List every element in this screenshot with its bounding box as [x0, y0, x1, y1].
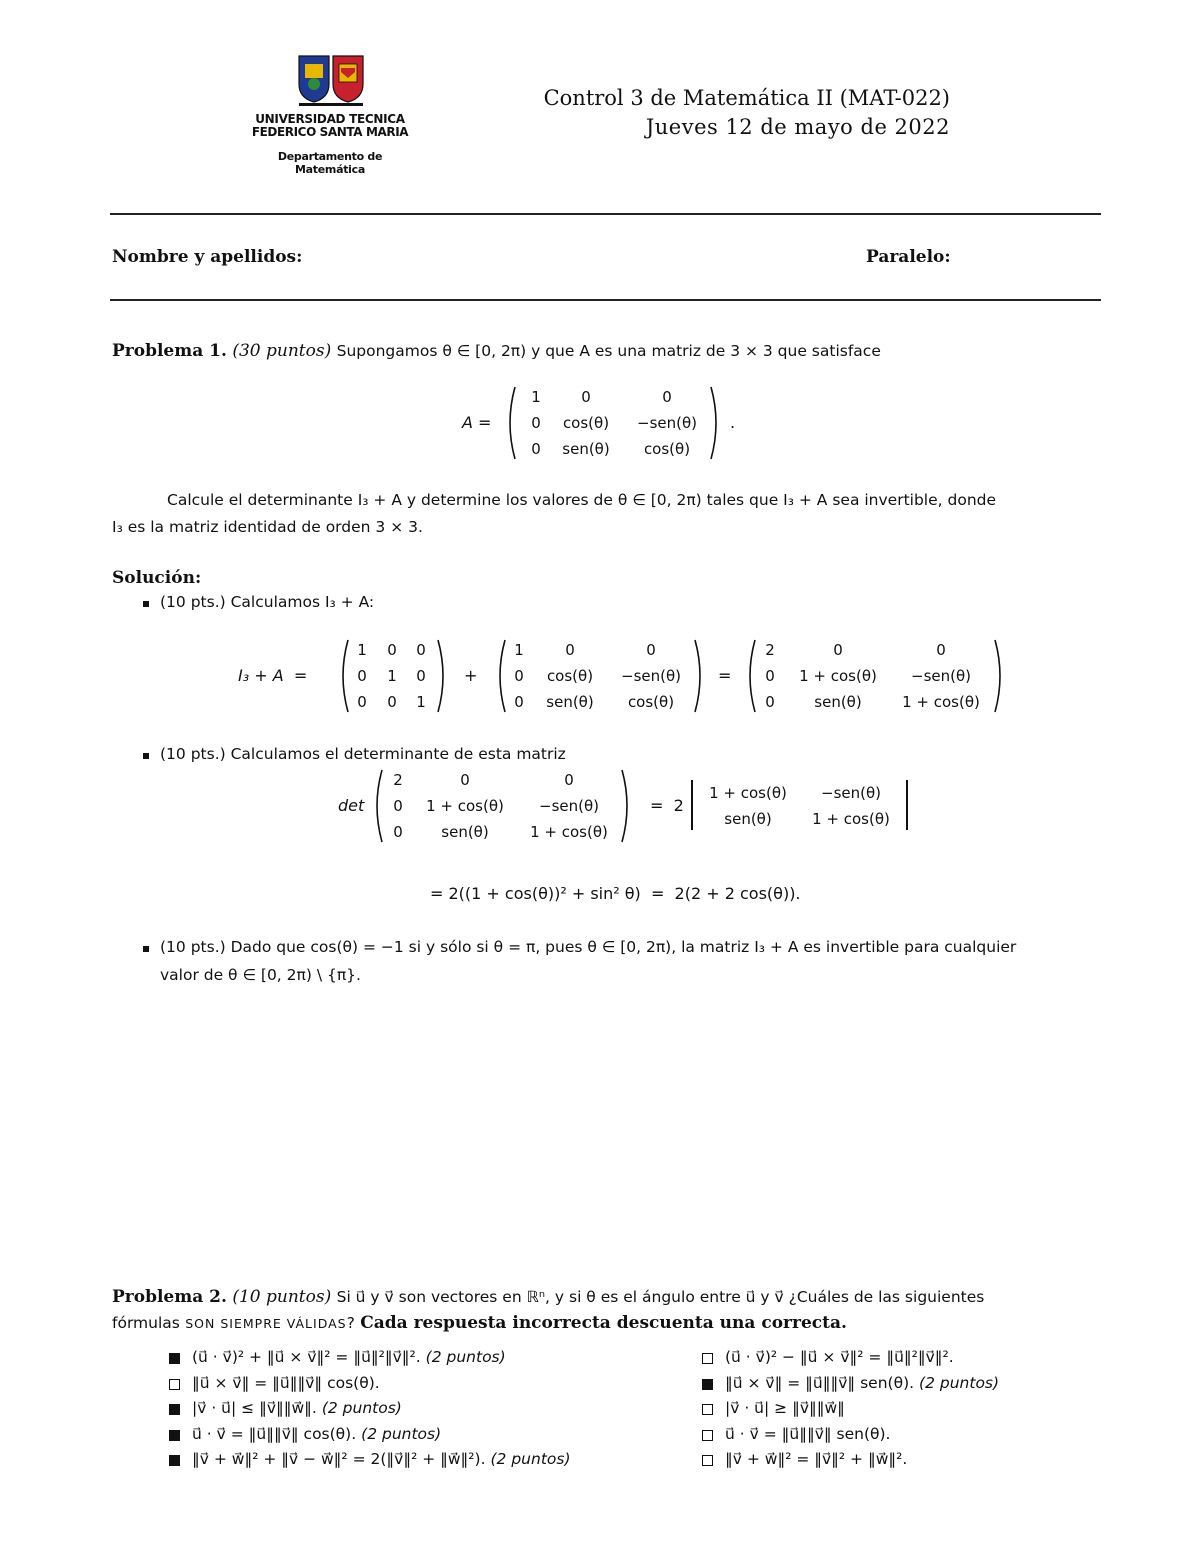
matrix-cell: cos(θ)	[546, 667, 594, 685]
left-paren	[336, 638, 350, 714]
step3-line1: (10 pts.) Dado que cos(θ) = −1 si y sólo si θ = π, pues θ ∈ [0, 2π), la matriz I₃ + A es invertible para cualquier	[160, 938, 1017, 956]
matrix-cell: 1 + cos(θ)	[799, 667, 877, 685]
option-formula: (u⃗ · v⃗)² − ‖u⃗ × v⃗‖² = ‖u⃗‖²‖v⃗‖².	[725, 1348, 954, 1366]
matrix-cell: 0	[765, 667, 775, 685]
matrix-cell: 0	[387, 641, 397, 659]
option-formula: ‖u⃗ × v⃗‖ = ‖u⃗‖‖v⃗‖ cos(θ).	[192, 1373, 380, 1392]
step2-text: (10 pts.) Calculamos el determinante de esta matriz	[160, 745, 566, 763]
problem1-text: Supongamos θ ∈ [0, 2π) y que A es una matriz de 3 × 3 que satisface	[336, 342, 881, 360]
problem2-warning: Cada respuesta incorrecta descuenta una correcta.	[360, 1313, 847, 1333]
option-item	[192, 1374, 380, 1392]
matrix-cell: −sen(θ)	[637, 414, 697, 432]
option-points: (2 puntos)	[321, 1399, 402, 1417]
matrix-cell: sen(θ)	[546, 693, 594, 711]
matrix-cell: 1	[416, 693, 426, 711]
left-paren	[503, 385, 517, 461]
problem1-statement	[112, 341, 881, 361]
matrix-cell: 0	[565, 641, 575, 659]
bullet	[143, 946, 149, 952]
section-label: Paralelo:	[866, 247, 951, 267]
matrix-cell: 0	[387, 693, 397, 711]
matrix-cell: 1 + cos(θ)	[902, 693, 980, 711]
problem2-text-a: fórmulas	[112, 1314, 180, 1332]
matrix-a-period: .	[730, 413, 736, 432]
option-points: (2 puntos)	[490, 1450, 571, 1468]
matrix-cell: 0	[357, 667, 367, 685]
matrix-cell: 2	[393, 771, 403, 789]
department-name: Departamento de Matemática	[277, 150, 383, 176]
matrix-cell: 2	[765, 641, 775, 659]
option-points: (2 puntos)	[425, 1348, 506, 1366]
option-formula: (u⃗ · v⃗)² + ‖u⃗ × v⃗‖² = ‖u⃗‖²‖v⃗‖².	[192, 1348, 421, 1366]
right-paren	[436, 638, 450, 714]
matrix-cell: −sen(θ)	[539, 797, 599, 815]
matrix-cell: 0	[514, 667, 524, 685]
matrix-cell: sen(θ)	[441, 823, 489, 841]
matrix-cell: 0	[765, 693, 775, 711]
problem2-question-mark: ?	[346, 1314, 355, 1332]
matrix-cell: 0	[416, 667, 426, 685]
matrix-a-label: A =	[462, 413, 492, 432]
matrix-cell: 1 + cos(θ)	[709, 784, 787, 802]
problem1-heading: Problema 1.	[112, 341, 227, 361]
matrix-cell: 1	[387, 667, 397, 685]
matrix-cell: cos(θ)	[562, 414, 610, 432]
matrix-cell: cos(θ)	[627, 693, 675, 711]
unchecked-checkbox-icon[interactable]	[702, 1430, 713, 1441]
unchecked-checkbox-icon[interactable]	[702, 1404, 713, 1415]
matrix-cell: 0	[393, 797, 403, 815]
matrix-cell: sen(θ)	[724, 810, 772, 828]
sum-lhs: I₃ + A =	[238, 666, 308, 685]
solution-heading: Solución:	[112, 568, 202, 588]
matrix-cell: 0	[531, 440, 541, 458]
option-item	[192, 1348, 506, 1366]
checked-checkbox-icon[interactable]	[169, 1430, 180, 1441]
matrix-cell: 0	[357, 693, 367, 711]
step1-text: (10 pts.) Calculamos I₃ + A:	[160, 593, 375, 611]
matrix-cell: −sen(θ)	[621, 667, 681, 685]
matrix-cell: 0	[460, 771, 470, 789]
university-logo	[296, 54, 366, 108]
matrix-cell: 1	[514, 641, 524, 659]
matrix-cell: −sen(θ)	[821, 784, 881, 802]
university-name-line2: FEDERICO SANTA MARIA	[251, 125, 409, 139]
problem2-points: (10 puntos)	[232, 1287, 332, 1307]
right-paren	[993, 638, 1007, 714]
crest-icon	[296, 54, 366, 108]
bullet	[143, 753, 149, 759]
option-item	[192, 1399, 402, 1417]
university-name-line1: UNIVERSIDAD TECNICA	[255, 112, 405, 126]
problem1-task-line1: Calcule el determinante I₃ + A y determine los valores de θ ∈ [0, 2π) tales que I₃ + A sea invertible, donde	[167, 491, 997, 509]
checked-checkbox-icon[interactable]	[169, 1353, 180, 1364]
matrix-cell: 1 + cos(θ)	[812, 810, 890, 828]
matrix-cell: 0	[662, 388, 672, 406]
unchecked-checkbox-icon[interactable]	[702, 1455, 713, 1466]
problem2-statement-line1	[112, 1287, 984, 1307]
minor-left-bar	[691, 780, 693, 830]
option-item	[725, 1348, 954, 1366]
problem2-heading: Problema 2.	[112, 1287, 227, 1307]
problem2-statement-line2	[112, 1313, 847, 1333]
right-paren	[693, 638, 707, 714]
checked-checkbox-icon[interactable]	[702, 1379, 713, 1390]
matrix-cell: sen(θ)	[562, 440, 610, 458]
option-formula: ‖v⃗ + w⃗‖² = ‖v⃗‖² + ‖w⃗‖².	[725, 1450, 908, 1468]
step3-line2: valor de θ ∈ [0, 2π) \ {π}.	[160, 966, 361, 984]
minor-right-bar	[906, 780, 908, 830]
option-item	[192, 1450, 571, 1468]
problem1-task-line2: I₃ es la matriz identidad de orden 3 × 3.	[112, 518, 423, 536]
name-label: Nombre y apellidos:	[112, 247, 303, 267]
option-item	[192, 1425, 441, 1443]
option-formula: ‖u⃗ × v⃗‖ = ‖u⃗‖‖v⃗‖ sen(θ).	[725, 1373, 915, 1392]
checked-checkbox-icon[interactable]	[169, 1455, 180, 1466]
option-points: (2 puntos)	[361, 1424, 442, 1443]
bullet	[143, 601, 149, 607]
option-item	[725, 1425, 890, 1443]
det-result: = 2((1 + cos(θ))² + sin² θ) = 2(2 + 2 cos(θ)).	[430, 884, 801, 903]
matrix-cell: 0	[564, 771, 574, 789]
matrix-cell: 0	[646, 641, 656, 659]
matrix-cell: 0	[416, 641, 426, 659]
option-formula: |v⃗ · u⃗| ≤ ‖v⃗‖‖w⃗‖.	[192, 1399, 317, 1417]
matrix-cell: 0	[514, 693, 524, 711]
matrix-cell: 0	[393, 823, 403, 841]
equals-sign: =	[718, 666, 732, 685]
left-paren	[743, 638, 757, 714]
option-formula: |v⃗ · u⃗| ≥ ‖v⃗‖‖w⃗‖	[725, 1399, 845, 1417]
header-rule-bottom	[110, 299, 1101, 301]
option-item	[725, 1374, 999, 1392]
exam-date: Jueves 12 de mayo de 2022	[645, 115, 950, 139]
unchecked-checkbox-icon[interactable]	[702, 1353, 713, 1364]
problem1-points: (30 puntos)	[232, 341, 332, 361]
matrix-cell: 1 + cos(θ)	[530, 823, 608, 841]
option-item	[725, 1399, 845, 1417]
option-item	[725, 1450, 907, 1468]
exam-title: Control 3 de Matemática II (MAT-022)	[543, 86, 950, 110]
det-equals: = 2	[650, 796, 684, 815]
left-paren	[493, 638, 507, 714]
header-rule-top	[110, 213, 1101, 215]
option-formula: u⃗ · v⃗ = ‖u⃗‖‖v⃗‖ sen(θ).	[725, 1424, 891, 1443]
right-paren	[709, 385, 723, 461]
matrix-cell: 1 + cos(θ)	[426, 797, 504, 815]
left-paren	[370, 768, 384, 844]
problem2-text: Si u⃗ y v⃗ son vectores en ℝⁿ, y si θ es el ángulo entre u⃗ y v⃗ ¿Cuáles de las siguientes	[336, 1288, 985, 1306]
matrix-cell: cos(θ)	[643, 440, 691, 458]
plus-sign: +	[464, 666, 478, 685]
checked-checkbox-icon[interactable]	[169, 1404, 180, 1415]
option-formula: ‖v⃗ + w⃗‖² + ‖v⃗ − w⃗‖² = 2(‖v⃗‖² + ‖w⃗‖²).	[192, 1450, 486, 1468]
right-paren	[620, 768, 634, 844]
matrix-cell: sen(θ)	[814, 693, 862, 711]
matrix-cell: 0	[581, 388, 591, 406]
matrix-cell: 1	[357, 641, 367, 659]
matrix-cell: 0	[936, 641, 946, 659]
det-label: det	[338, 796, 365, 815]
matrix-cell: 1	[531, 388, 541, 406]
matrix-cell: −sen(θ)	[911, 667, 971, 685]
matrix-cell: 0	[531, 414, 541, 432]
problem2-emphasis: SON SIEMPRE VÁLIDAS	[185, 1316, 347, 1331]
option-formula: u⃗ · v⃗ = ‖u⃗‖‖v⃗‖ cos(θ).	[192, 1424, 357, 1443]
option-points: (2 puntos)	[919, 1373, 1000, 1392]
unchecked-checkbox-icon[interactable]	[169, 1379, 180, 1390]
matrix-cell: 0	[833, 641, 843, 659]
